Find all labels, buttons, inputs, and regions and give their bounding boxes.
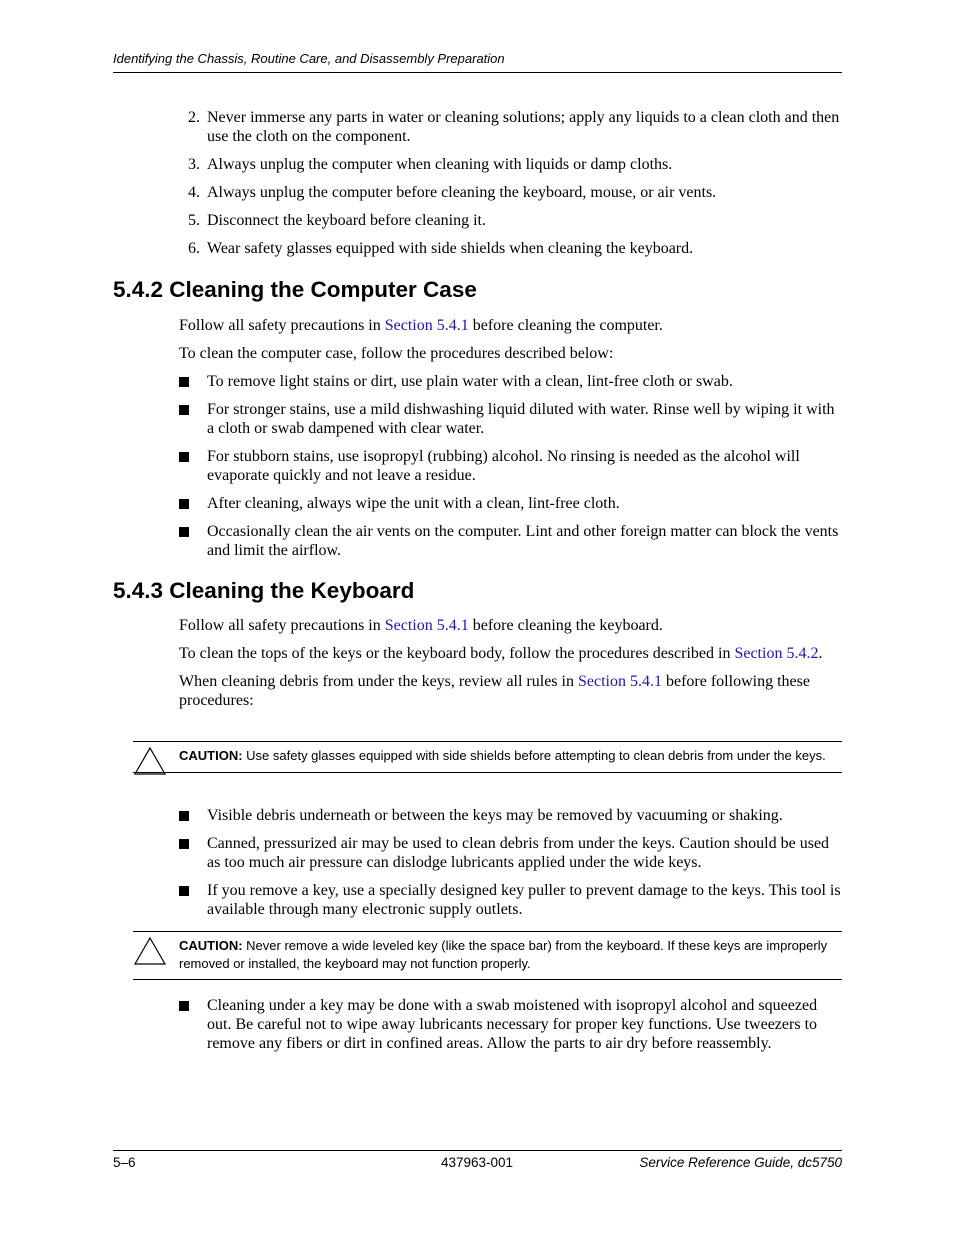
list-text: Cleaning under a key may be done with a swab moistened with isopropyl alcohol and squeezed out. Be careful not to wipe away lubricants necessary for proper key functions. Use tweezers to remove any fibers or dirt in confined areas. Allow the parts to air dry before reassembly. — [207, 997, 818, 1052]
section-5-4-1-link[interactable]: Section 5.4.1 — [384, 317, 469, 334]
header-rule — [113, 72, 842, 73]
list-text: For stronger stains, use a mild dishwashing liquid diluted with water. Rinse well by wiping it with a cloth or swab dampened with clear water. — [207, 401, 835, 437]
keyboard-bullets-a — [179, 806, 843, 928]
text: . — [818, 645, 823, 662]
caution-body: Never remove a wide leveled key (like the space bar) from the keyboard. If these keys are improperly removed or installed, the keyboard may not function properly. — [179, 938, 828, 971]
text: When cleaning debris from under the keys, review all rules in — [179, 673, 578, 690]
list-item — [188, 155, 843, 174]
list-number: 6. — [188, 240, 200, 257]
page-number: 5–6 — [113, 1155, 136, 1170]
section-5-4-1-link[interactable]: Section 5.4.1 — [577, 673, 662, 690]
list-text: Occasionally clean the air vents on the computer. Lint and other foreign matter can block the vents and limit the airflow. — [207, 523, 839, 559]
caution-text — [179, 932, 842, 979]
footer-rule — [113, 1150, 842, 1151]
caution-text — [179, 742, 842, 772]
list-item — [179, 494, 843, 513]
paragraph: To clean the computer case, follow the procedures described below: — [179, 345, 614, 362]
square-bullet-icon — [179, 499, 189, 509]
list-text: Canned, pressurized air may be used to clean debris from under the keys. Caution should be used as too much air pressure can dislodge lubricants applied under the wide keys. — [207, 835, 830, 871]
list-number: 2. — [188, 109, 200, 126]
heading-5-4-3: 5.4.3 Cleaning the Keyboard — [113, 578, 415, 603]
list-number: 3. — [188, 156, 200, 173]
section-5-4-2-link[interactable]: Section 5.4.2 — [734, 645, 819, 662]
bullet-list — [179, 996, 843, 1053]
list-text: For stubborn stains, use isopropyl (rubbing) alcohol. No rinsing is needed as the alcohol will evaporate quickly and not leave a residue. — [207, 448, 800, 484]
caution-body: Use safety glasses equipped with side shields before attempting to clean debris from under the keys. — [242, 748, 826, 763]
section-5-4-2-body — [179, 316, 843, 569]
list-item — [179, 996, 843, 1053]
heading-5-4-2: 5.4.2 Cleaning the Computer Case — [113, 277, 477, 302]
list-text: After cleaning, always wipe the unit with a clean, lint-free cloth. — [207, 495, 620, 512]
doc-number: 437963-001 — [441, 1155, 514, 1170]
bullet-list — [179, 806, 843, 919]
list-text: If you remove a key, use a specially designed key puller to prevent damage to the keys. This tool is available through many electronic supply outlets. — [207, 882, 841, 918]
square-bullet-icon — [179, 405, 189, 415]
list-item — [188, 183, 843, 202]
list-item — [179, 881, 843, 919]
keyboard-bullets-b — [179, 996, 843, 1062]
list-item — [188, 239, 843, 258]
paragraph — [179, 644, 843, 663]
text: Follow all safety precautions in — [179, 317, 385, 334]
text: To clean the tops of the keys or the keyboard body, follow the procedures described in — [179, 645, 735, 662]
text: before cleaning the keyboard. — [468, 617, 663, 634]
list-text: Wear safety glasses equipped with side shields when cleaning the keyboard. — [207, 240, 694, 257]
list-text: Never immerse any parts in water or cleaning solutions; apply any liquids to a clean cloth and then use the cloth on the component. — [207, 109, 840, 145]
square-bullet-icon — [179, 886, 189, 896]
section-5-4-3-intro — [179, 616, 843, 719]
list-text: Always unplug the computer before cleaning the keyboard, mouse, or air vents. — [207, 184, 717, 201]
paragraph — [179, 316, 843, 335]
square-bullet-icon — [179, 811, 189, 821]
square-bullet-icon — [179, 452, 189, 462]
bullet-list — [179, 372, 843, 560]
text: before following these procedures: — [179, 673, 810, 709]
square-bullet-icon — [179, 1001, 189, 1011]
list-item — [179, 806, 843, 825]
text: Follow all safety precautions in — [179, 617, 385, 634]
caution-label: CAUTION: — [179, 748, 243, 763]
list-item — [188, 211, 843, 230]
list-item — [188, 108, 843, 146]
square-bullet-icon — [179, 377, 189, 387]
paragraph — [179, 672, 843, 710]
caution-label: CAUTION: — [179, 938, 243, 953]
guide-title: Service Reference Guide, dc5750 — [639, 1155, 842, 1170]
safety-numbered-list — [188, 108, 843, 267]
list-text: Always unplug the computer when cleaning with liquids or damp cloths. — [207, 156, 673, 173]
caution-box — [133, 741, 842, 773]
list-item — [179, 834, 843, 872]
section-5-4-1-link[interactable]: Section 5.4.1 — [384, 617, 469, 634]
caution-triangle-icon — [133, 746, 167, 776]
list-number: 5. — [188, 212, 200, 229]
text: before cleaning the computer. — [468, 317, 663, 334]
running-header: Identifying the Chassis, Routine Care, and Disassembly Preparation — [113, 51, 505, 66]
square-bullet-icon — [179, 839, 189, 849]
list-item — [179, 522, 843, 560]
list-number: 4. — [188, 184, 200, 201]
square-bullet-icon — [179, 527, 189, 537]
list-item — [179, 447, 843, 485]
paragraph — [179, 616, 843, 635]
list-text: Visible debris underneath or between the keys may be removed by vacuuming or shaking. — [207, 807, 783, 824]
list-item — [179, 372, 843, 391]
caution-box — [133, 931, 842, 980]
list-text: To remove light stains or dirt, use plain water with a clean, lint-free cloth or swab. — [207, 373, 733, 390]
list-text: Disconnect the keyboard before cleaning it. — [207, 212, 486, 229]
caution-triangle-icon — [133, 936, 167, 966]
list-item — [179, 400, 843, 438]
